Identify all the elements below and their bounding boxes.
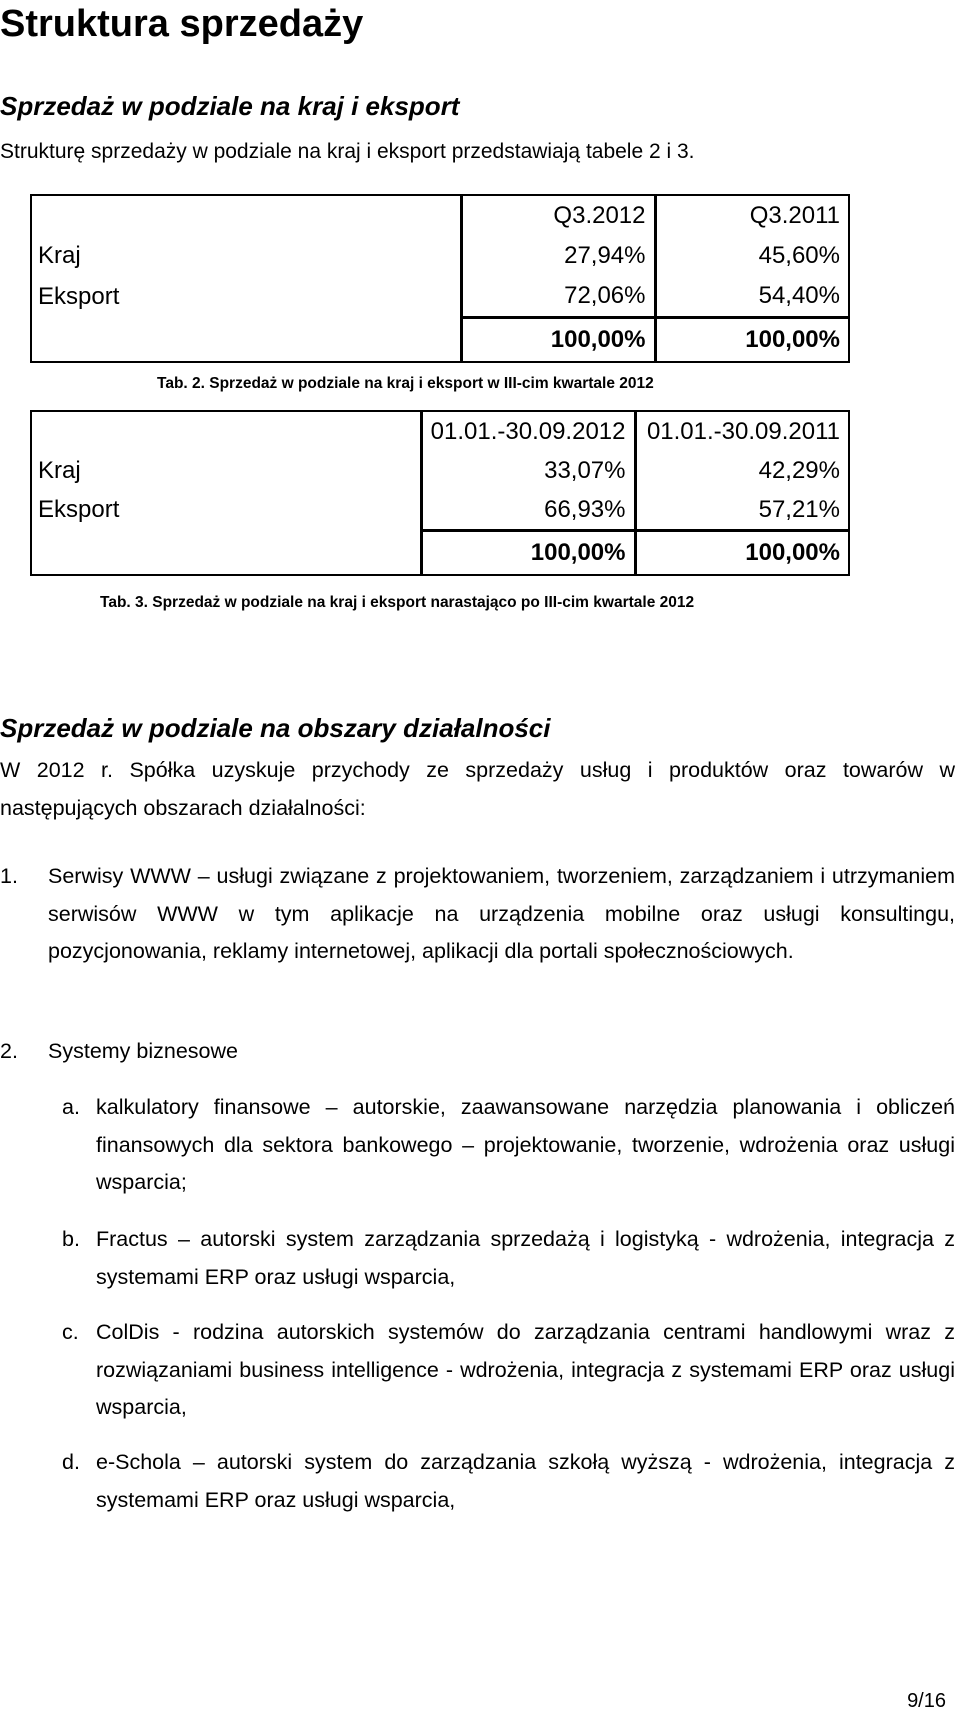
- table-header-cell: 01.01.-30.09.2012: [421, 411, 635, 451]
- page-title: Struktura sprzedaży: [0, 3, 364, 45]
- table-cell: 66,93%: [421, 490, 635, 531]
- page-number: 9/16: [907, 1690, 946, 1712]
- row-label: Eksport: [38, 282, 120, 310]
- table-row: [31, 490, 849, 531]
- row-label: [31, 531, 421, 576]
- table-header-cell: 01.01.-30.09.2011: [635, 411, 849, 451]
- intro-text: Strukturę sprzedaży w podziale na kraj i eksport przedstawiają tabele 2 i 3.: [0, 140, 695, 163]
- table-header-cell: [31, 195, 461, 236]
- list-item-business-systems: Systemy biznesowe: [48, 1039, 238, 1063]
- sublist-letter: d.: [62, 1450, 80, 1474]
- row-label: [31, 318, 461, 363]
- table-q3: [30, 194, 850, 363]
- table-header-cell: Q3.2012: [461, 195, 655, 236]
- activities-intro: W 2012 r. Spółka uzyskuje przychody ze sprzedaży usług i produktów oraz towarów w następujących obszarach działalności:: [0, 758, 955, 820]
- table-cell: 54,40%: [655, 276, 849, 318]
- table-total-row: [31, 318, 849, 363]
- table-cumulative: [30, 410, 850, 576]
- table-total-cell: 100,00%: [635, 531, 849, 576]
- list-number: 2.: [0, 1039, 18, 1063]
- sublist-letter: b.: [62, 1227, 80, 1251]
- table-row: [31, 236, 849, 276]
- table-cell: 42,29%: [635, 451, 849, 490]
- table-total-cell: 100,00%: [421, 531, 635, 576]
- table-caption: Tab. 3. Sprzedaż w podziale na kraj i eksport narastająco po III-cim kwartale 2012: [100, 594, 695, 611]
- table-cell: 45,60%: [655, 236, 849, 276]
- table-header-row: [31, 411, 849, 451]
- table-row: [31, 276, 849, 318]
- table-cell: 57,21%: [635, 490, 849, 531]
- sublist-letter: c.: [62, 1320, 79, 1344]
- sublist-item-fractus: Fractus – autorski system zarządzania sprzedażą i logistyką - wdrożenia, integracja z systemami ERP oraz usługi wsparcia,: [96, 1227, 955, 1289]
- table-total-cell: 100,00%: [461, 318, 655, 363]
- sublist-item-coldis: ColDis - rodzina autorskich systemów do zarządzania centrami handlowymi wraz z rozwiązaniami business intelligence - wdrożenia, integracja z systemami ERP oraz usługi wsparcia,: [96, 1320, 955, 1419]
- sublist-letter: a.: [62, 1095, 80, 1119]
- table-cell: 72,06%: [461, 276, 655, 318]
- table-total-cell: 100,00%: [655, 318, 849, 363]
- table-total-row: [31, 531, 849, 576]
- section-title-country-export: Sprzedaż w podziale na kraj i eksport: [0, 91, 460, 121]
- table-caption: Tab. 2. Sprzedaż w podziale na kraj i eksport w III-cim kwartale 2012: [157, 375, 654, 392]
- sublist-item-eschola: e-Schola – autorski system do zarządzania szkołą wyższą - wdrożenia, integracja z systemami ERP oraz usługi wsparcia,: [96, 1450, 955, 1512]
- row-label: Eksport: [38, 496, 120, 524]
- row-label: Kraj: [38, 456, 81, 484]
- table-header-row: [31, 195, 849, 236]
- list-item-web-services: Serwisy WWW – usługi związane z projektowaniem, tworzeniem, zarządzaniem i utrzymaniem serwisów WWW w tym aplikacje na urządzenia mobilne oraz usługi konsultingu, pozycjonowania, reklamy internetowej, aplikacji dla portali społecznościowych.: [48, 864, 955, 963]
- section-title-activities: Sprzedaż w podziale na obszary działalności: [0, 713, 551, 743]
- table-cell: 27,94%: [461, 236, 655, 276]
- row-label: Kraj: [38, 242, 81, 269]
- list-number: 1.: [0, 864, 18, 888]
- table-cell: 33,07%: [421, 451, 635, 490]
- table-row: [31, 451, 849, 490]
- table-header-cell: Q3.2011: [655, 195, 849, 236]
- sublist-item-calculators: kalkulatory finansowe – autorskie, zaawansowane narzędzia planowania i obliczeń finansowych dla sektora bankowego – projektowanie, tworzenie, wdrożenia oraz usługi wsparcia;: [96, 1095, 955, 1194]
- table-header-cell: [31, 411, 421, 451]
